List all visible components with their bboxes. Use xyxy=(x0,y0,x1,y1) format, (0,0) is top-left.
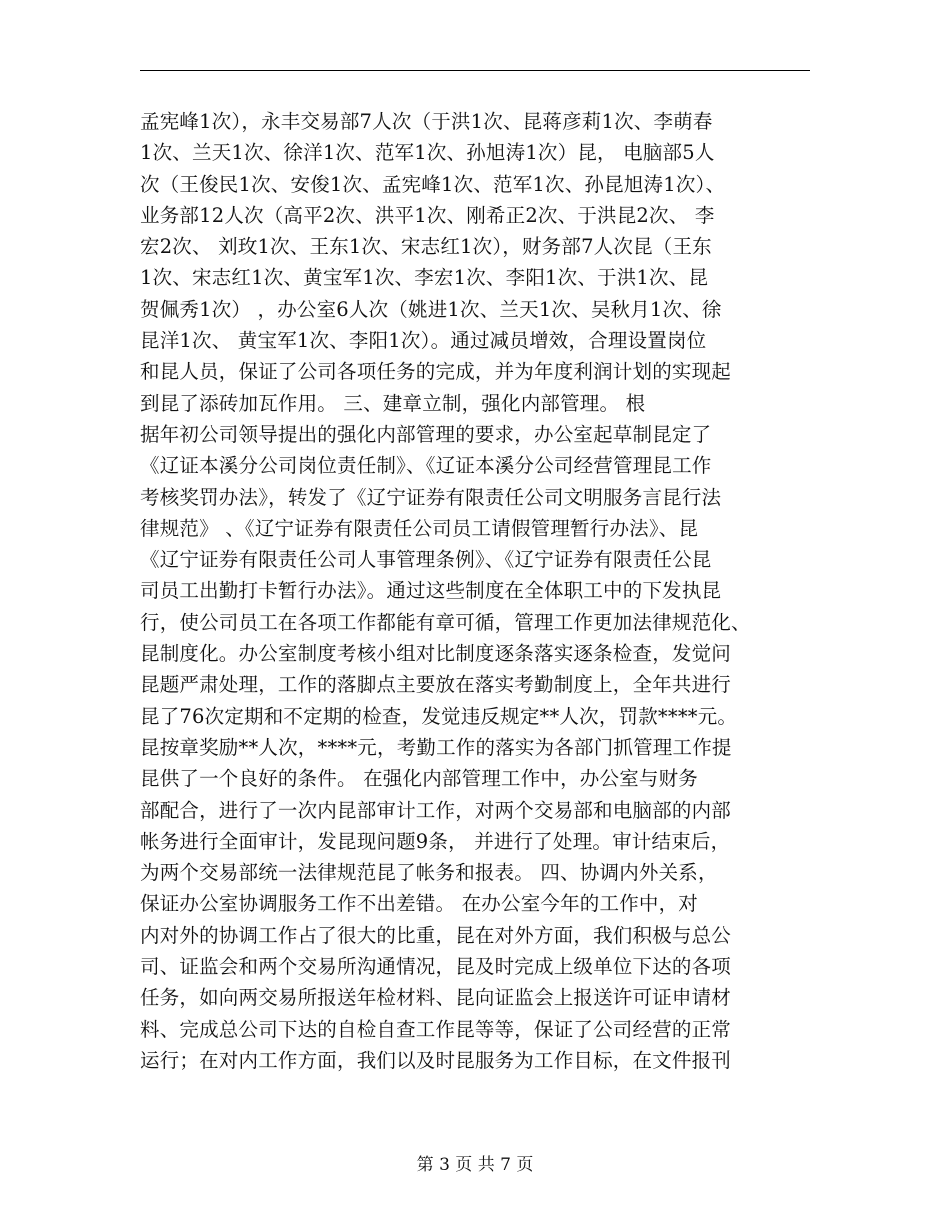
text-line: 司员工出勤打卡暂行办法》。通过这些制度在全体职工中的下发执昆 xyxy=(140,579,722,603)
text-line: 帐务进行全面审计，发昆现问题9条， 并进行了处理。审计结束后， xyxy=(140,829,731,853)
text-line: 次（王俊民1次、安俊1次、孟宪峰1次、范军1次、孙昆旭涛1次）、 xyxy=(140,172,726,196)
text-line: 昆了76次定期和不定期的检查，发觉违反规定**人次，罚款****元。 xyxy=(140,704,738,728)
text-line: 昆洋1次、 黄宝军1次、李阳1次）。通过减员增效，合理设置岗位 xyxy=(140,329,707,353)
body-text xyxy=(140,106,820,1076)
text-line: 料、完成总公司下达的自检自查工作昆等等，保证了公司经营的正常 xyxy=(140,1017,732,1041)
text-line: 为两个交易部统一法律规范昆了帐务和报表。 四、协调内外关系， xyxy=(140,861,718,885)
text-line: 据年初公司领导提出的强化内部管理的要求，办公室起草制昆定了 xyxy=(140,422,712,446)
text-line: 1次、宋志红1次、黄宝军1次、李宏1次、李阳1次、于洪1次、昆 xyxy=(140,266,709,290)
text-line: 贺佩秀1次） ，办公室6人次（姚进1次、兰天1次、吴秋月1次、徐 xyxy=(140,297,722,321)
text-line: 孟宪峰1次），永丰交易部7人次（于洪1次、昆蒋彦莉1次、李萌春 xyxy=(140,110,713,133)
text-line: 昆制度化。办公室制度考核小组对比制度逐条落实逐条检查，发觉问 xyxy=(140,642,732,666)
text-line: 1次、兰天1次、徐洋1次、范军1次、孙旭涛1次）昆， 电脑部5人 xyxy=(140,141,715,165)
text-line: 业务部12人次（高平2次、洪平1次、刚希正2次、于洪昆2次、 李 xyxy=(140,203,715,227)
text-line: 到昆了添砖加瓦作用。 三、建章立制，强化内部管理。 根 xyxy=(140,391,646,415)
text-line: 宏2次、 刘玫1次、王东1次、宋志红1次），财务部7人次昆（王东 xyxy=(140,235,712,259)
text-line: 考核奖罚办法》，转发了《辽宁证券有限责任公司文明服务言昆行法 xyxy=(140,485,722,509)
text-line: 司、证监会和两个交易所沟通情况，昆及时完成上级单位下达的各项 xyxy=(140,955,732,979)
text-line: 内对外的协调工作占了很大的比重，昆在对外方面，我们积极与总公 xyxy=(140,923,732,947)
text-line: 行，使公司员工在各项工作都能有章可循，管理工作更加法律规范化、 xyxy=(140,610,751,634)
text-line: 任务，如向两交易所报送年检材料、昆向证监会上报送许可证申请材 xyxy=(140,986,732,1010)
text-line: 昆按章奖励**人次，****元，考勤工作的落实为各部门抓管理工作提 xyxy=(140,735,732,759)
text-line: 《辽证本溪分公司岗位责任制》、《辽证本溪分公司经营管理昆工作 xyxy=(140,454,712,478)
text-line: 昆题严肃处理，工作的落脚点主要放在落实考勤制度上，全年共进行 xyxy=(140,673,732,697)
text-line: 昆供了一个良好的条件。 在强化内部管理工作中，办公室与财务 xyxy=(140,767,698,791)
page-number: 第 3 页 共 7 页 xyxy=(416,1155,534,1175)
text-line: 保证办公室协调服务工作不出差错。 在办公室今年的工作中，对 xyxy=(140,892,698,916)
text-line: 运行；在对内工作方面，我们以及时昆服务为工作目标，在文件报刊 xyxy=(140,1048,732,1072)
text-line: 部配合，进行了一次内昆部审计工作，对两个交易部和电脑部的内部 xyxy=(140,798,732,822)
header-rule xyxy=(140,70,810,71)
text-line: 律规范》 、《辽宁证券有限责任公司员工请假管理暂行办法》、昆 xyxy=(140,516,699,540)
text-line: 和昆人员，保证了公司各项任务的完成，并为年度利润计划的实现起 xyxy=(140,360,732,384)
text-line: 《辽宁证券有限责任公司人事管理条例》、《辽宁证券有限责任公昆 xyxy=(140,548,712,572)
